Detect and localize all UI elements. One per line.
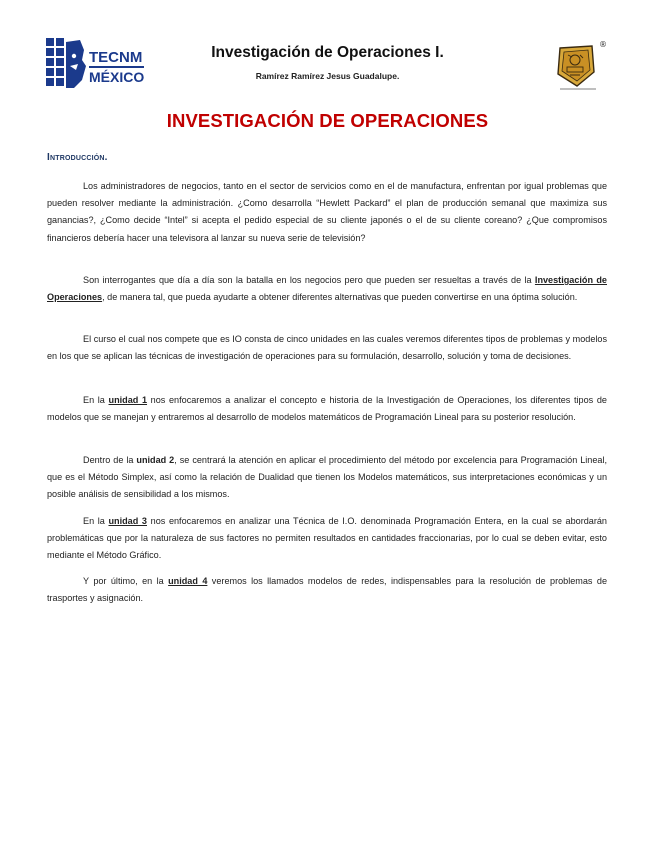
paragraph-7-text-after: veremos los llamados modelos de redes, indispensables para la resolución de problemas de trasportes y asignación.: [47, 576, 608, 604]
term-unidad-1: unidad 1: [108, 395, 148, 405]
paragraph-4-text-after: nos enfocaremos a analizar el concepto e historia de la Investigación de Operaciones, los diferentes tipos de modelos que se manejan y entraremos al desarrollo de modelos matemáticos de Programación Lineal para su posterior resolución.: [47, 395, 607, 423]
paragraph-2: [47, 272, 607, 306]
paragraph-6-text-after: nos enfocaremos en analizar una Técnica de I.O. denominada Programación Entera, en la cual se abordarán problemáticas que por la naturaleza de sus factores no permiten resultados en cantidades fraccionarias, por lo cual se deben evitar, esto mediante el Método Gráfico.: [47, 516, 607, 561]
paragraph-7-text-before: Y por último, en la: [83, 576, 169, 586]
paragraph-3-text: El curso el cual nos compete que es IO consta de cinco unidades en las cuales veremos diferentes tipos de problemas y modelos en los que se aplican las técnicas de investigación de operaciones para su formulación, desarrollo, solución y toma de decisiones.: [47, 334, 607, 362]
svg-text:TECNM: TECNM: [89, 49, 143, 66]
paragraph-3: [47, 331, 607, 365]
term-unidad-4: unidad 4: [168, 576, 208, 586]
paragraph-1: [47, 178, 607, 247]
paragraph-4-text-before: En la: [83, 395, 109, 405]
term-unidad-2: unidad 2: [136, 455, 175, 465]
section-heading-introduction: Introducción.: [47, 152, 108, 163]
svg-text:MÉXICO: MÉXICO: [89, 69, 145, 85]
paragraph-5-text-after: , se centrará la atención en aplicar el procedimiento del método por excelencia para Programación Lineal, que es el Método Simplex, así como la relación de Dualidad que tienen los Modelos matemáticos, sus interpretaciones económicas y un posible análisis de sensibilidad a los mismos.: [47, 455, 608, 500]
term-unidad-3: unidad 3: [108, 516, 147, 526]
paragraph-5: [47, 452, 607, 504]
header-author: Ramírez Ramírez Jesus Guadalupe.: [255, 71, 400, 81]
header-title: Investigación de Operaciones I.: [211, 44, 444, 61]
paragraph-7: [47, 573, 607, 607]
paragraph-6: [47, 513, 607, 565]
institute-seal: [550, 38, 610, 92]
svg-text:®: ®: [599, 40, 607, 49]
paragraph-5-text-before: Dentro de la: [83, 455, 137, 465]
paragraph-1-text: Los administradores de negocios, tanto en el sector de servicios como en el de manufactura, enfrentan por igual problemas que pueden resolver mediante la administración. ¿Como desarrolla “Hewlett Packard” el plan de producción semanal que maximiza sus ganancias?, ¿Como decide “Intel” si acepta el pedido especial de su cliente japonés o el de su cliente coreano? ¿Que compromisos financieros debería hacer una televisora al lanzar su nueva serie de televisión?: [47, 181, 607, 243]
institute-seal-icon: [550, 38, 610, 92]
paragraph-2-text-after: , de manera tal, que pueda ayudarte a obtener diferentes alternativas que pueden convertirse en una óptima solución.: [102, 292, 578, 303]
document-title: INVESTIGACIÓN DE OPERACIONES: [166, 110, 489, 131]
paragraph-4: [47, 392, 607, 426]
paragraph-2-text-before: Son interrogantes que día a día son la batalla en los negocios pero que pueden ser resueltas a través de la: [83, 275, 535, 285]
paragraph-6-text-before: En la: [83, 516, 109, 526]
term-investigacion-de-operaciones: Investigación de Operaciones: [47, 275, 607, 303]
